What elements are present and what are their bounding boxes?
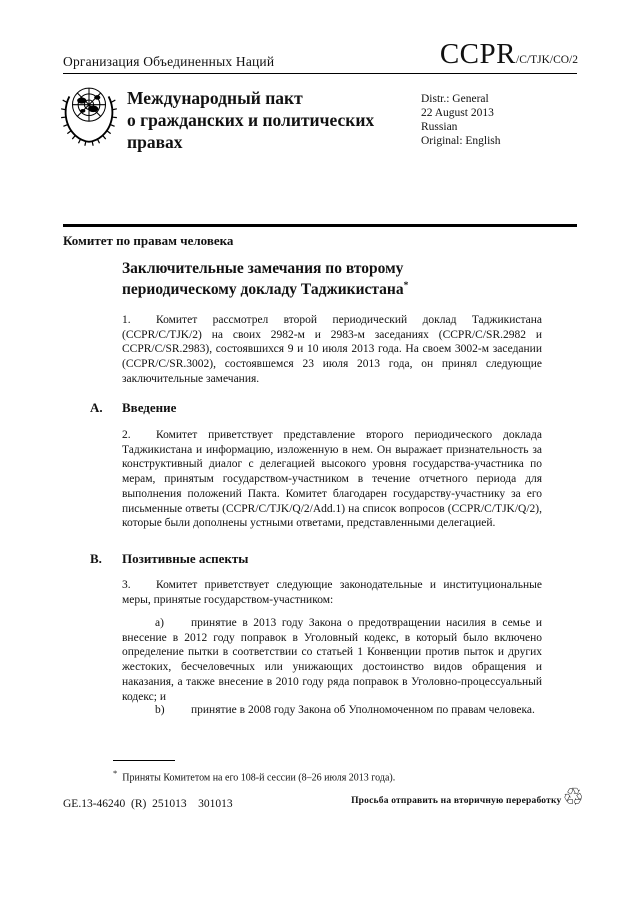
list-item-a [122, 616, 542, 704]
section-a-letter: A. [90, 400, 103, 415]
recycle-note [351, 783, 584, 811]
distr-type: Distr.: General [421, 93, 489, 105]
covenant-title [127, 87, 374, 153]
committee-name: Комитет по правам человека [63, 233, 234, 248]
document-title [122, 260, 474, 298]
masthead-rule [63, 224, 577, 227]
recycle-icon: ♲ [562, 783, 584, 811]
section-a-heading [90, 400, 176, 416]
covenant-title-line2: о гражданских и политических [127, 110, 375, 130]
ge-reference-number: GE.13-46240 (R) 251013 301013 [63, 798, 233, 810]
header-rule [63, 73, 577, 74]
covenant-title-line3: правах [127, 132, 183, 152]
footnote-text: Приняты Комитетом на его 108-й сессии (8–26 июля 2013 года). [122, 772, 396, 784]
un-org-name: Организация Объединенных Наций [63, 54, 275, 69]
footnote [113, 767, 543, 784]
section-b-letter: B. [90, 551, 102, 566]
paragraph-2 [122, 428, 542, 531]
paragraph-1-number: 1. [122, 314, 131, 326]
section-a-title: Введение [122, 400, 177, 415]
list-item-b-text: принятие в 2008 году Закона об Уполномоченном по правам человека. [191, 704, 535, 716]
footnote-separator [113, 760, 175, 761]
paragraph-3-number: 3. [122, 579, 131, 591]
distr-language: Russian [421, 121, 458, 133]
list-item-b [122, 703, 542, 718]
paragraph-1 [122, 313, 542, 387]
document-title-text: Заключительные замечания по второму периодическому докладу Таджикистана [122, 260, 404, 298]
paragraph-3-text: Комитет приветствует следующие законодательные и институциональные меры, принятые государством-участником: [122, 579, 542, 606]
list-item-b-letter: b) [155, 704, 165, 716]
section-b-title: Позитивные аспекты [122, 551, 249, 566]
paragraph-2-text: Комитет приветствует представление второго периодического доклада Таджикистана и информацию, изложенную в нем. Он выражает признательность за конструктивный диалог с делегацией высокого уровня государства-участника по мерам, принятым государством-участником в течение отчетного периода для выполнения положений Пакта. Комитет благодарен государству-участнику за его письменные ответы (CCPR/C/TJK/Q/2/Add.1) на список вопросов (CCPR/C/TJK/Q/2), которые были дополнены устными ответами, представленными делегацией. [122, 429, 542, 530]
title-footnote-marker: * [403, 280, 409, 291]
distr-date: 22 August 2013 [421, 107, 494, 119]
recycle-note-text: Просьба отправить на вторичную переработку [351, 796, 562, 806]
document-symbol [440, 38, 578, 71]
document-symbol-main: CCPR [439, 38, 517, 70]
paragraph-3 [122, 578, 542, 607]
section-b-heading [90, 551, 248, 567]
un-emblem-icon [61, 83, 117, 147]
paragraph-2-number: 2. [122, 429, 131, 441]
distr-original: Original: English [421, 135, 501, 147]
list-item-a-letter: a) [155, 617, 164, 629]
document-symbol-suffix: /C/TJK/CO/2 [516, 54, 578, 66]
covenant-title-line1: Международный пакт [127, 88, 303, 108]
footnote-marker: * [113, 768, 118, 778]
paragraph-1-text: Комитет рассмотрел второй периодический доклад Таджикистана (CCPR/C/TJK/2) на своих 2982-м и 2983-м заседаниях (CCPR/C/SR.2982 и CCPR/C/SR.2983), состоявшихся 9 и 10 июля 2013 года. На своем 3002-м заседании (CCPR/C/SR.3002), состоявшемся 23 июля 2013 года, он принял следующие заключительные замечания. [122, 314, 542, 385]
distribution-block [421, 92, 501, 148]
list-item-a-text: принятие в 2013 году Закона о предотвращении насилия в семье и внесение в 2012 году поправок в Уголовный кодекс, в который было включено определение пытки в соответствии со статьей 1 Конвенции против пыток и других жестоких, бесчеловечных или унижающих достоинство видов обращения и наказания, а также внесение в 2010 году ряда поправок в Уголовно-процессуальный кодекс; и [122, 617, 542, 703]
